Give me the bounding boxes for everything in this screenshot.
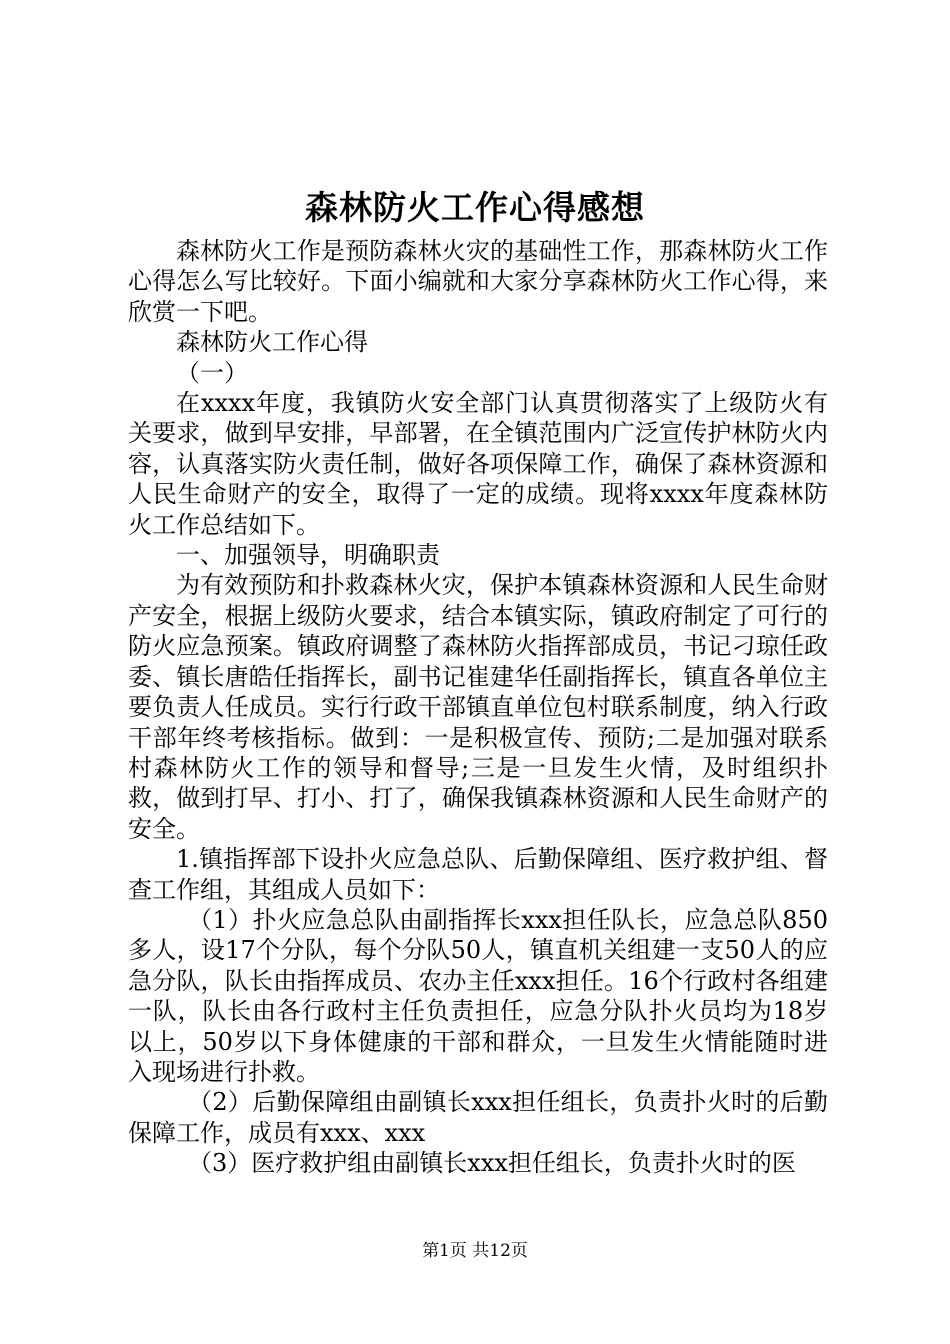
document-title: 森林防火工作心得感想 xyxy=(305,188,645,227)
subsection-heading: 一、加强领导，明确职责 xyxy=(176,541,440,570)
part-number: （一） xyxy=(176,358,248,387)
list-item: （1）扑火应急总队由副指挥长xxx担任队长，应急总队850多人，设17个分队，每个分队50人，镇直机关组建一支50人的应急分队，队长由指挥成员、农办主任xxx担任。16个行政村各组建一队，队长由各行政村主任负责担任，应急分队扑火员均为18岁以上，50岁以下身体健康的干部和群众，一旦发生火情能随时进入现场进行扑救。 xyxy=(128,905,828,1086)
paragraph: 为有效预防和扑救森林火灾，保护本镇森林资源和人民生命财产安全，根据上级防火要求，结合本镇实际，镇政府制定了可行的防火应急预案。镇政府调整了森林防火指挥部成员，书记刁琼任政委、镇长唐皓任指挥长，副书记崔建华任副指挥长，镇直各单位主要负责人任成员。实行行政干部镇直单位包村联系制度，纳入行政干部年终考核指标。做到：一是积极宣传、预防;二是加强对联系村森林防火工作的领导和督导;三是一旦发生火情，及时组织扑救，做到打早、打小、打了，确保我镇森林资源和人民生命财产的安全。 xyxy=(128,571,828,843)
list-item: （3）医疗救护组由副镇长xxx担任组长，负责扑火时的医 xyxy=(188,1149,796,1178)
paragraph: 1.镇指挥部下设扑火应急总队、后勤保障组、医疗救护组、督查工作组，其组成人员如下： xyxy=(128,845,828,904)
section-heading: 森林防火工作心得 xyxy=(176,328,368,357)
list-item: （2）后勤保障组由副镇长xxx担任组长，负责扑火时的后勤保障工作，成员有xxx、xxx xyxy=(128,1088,828,1147)
intro-paragraph: 森林防火工作是预防森林火灾的基础性工作，那森林防火工作心得怎么写比较好。下面小编就和大家分享森林防火工作心得，来欣赏一下吧。 xyxy=(128,237,828,326)
page-number-footer: 第1页 共12页 xyxy=(422,1241,528,1261)
document-body xyxy=(128,236,828,1179)
paragraph: 在xxxx年度，我镇防火安全部门认真贯彻落实了上级防火有关要求，做到早安排，早部署，在全镇范围内广泛宣传护林防火内容，认真落实防火责任制，做好各项保障工作，确保了森林资源和人民生命财产的安全，取得了一定的成绩。现将xxxx年度森林防火工作总结如下。 xyxy=(128,389,828,539)
